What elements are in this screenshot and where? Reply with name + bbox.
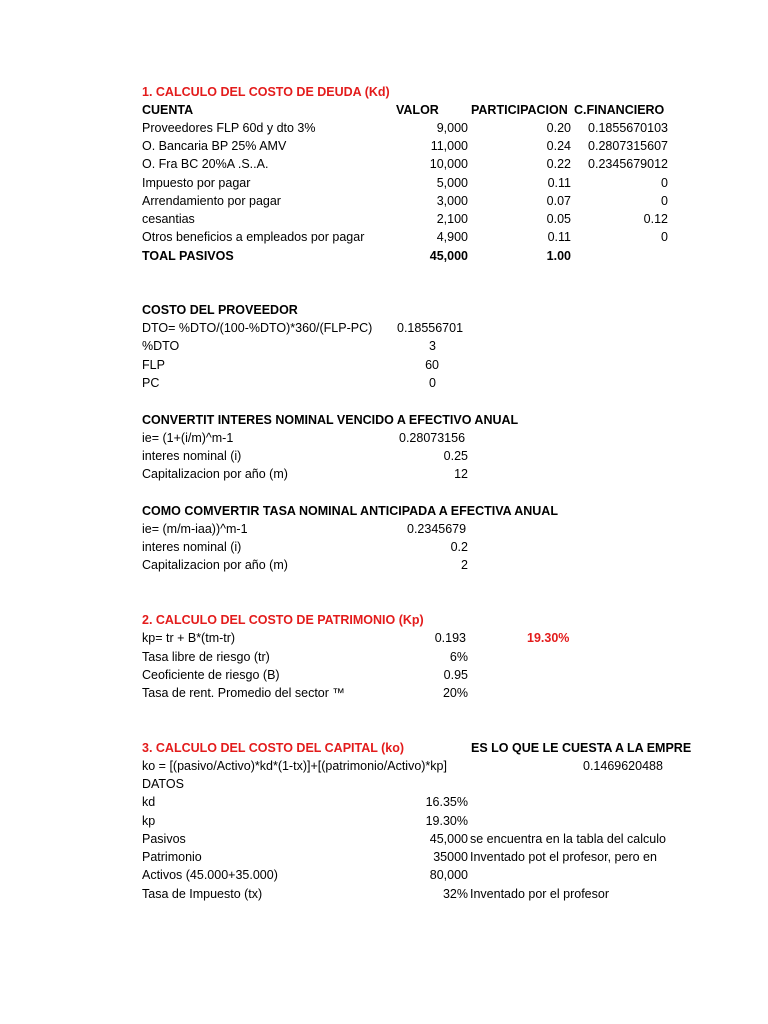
capitalizacion-label: Capitalizacion por año (m) [142,467,288,481]
datos-label: DATOS [142,777,184,791]
dto-label: %DTO [142,339,180,353]
activos-label: Activos (45.000+35.000) [142,868,278,882]
pc-value: 0 [429,376,436,390]
nominal-vencido-formula: ie= (1+(i/m)^m-1 [142,431,234,445]
coeficiente-riesgo-label: Ceoficiente de riesgo (B) [142,668,280,682]
section2-title: 2. CALCULO DEL COSTO DE PATRIMONIO (Kp) [142,613,424,627]
participacion-cell: 0.24 [546,139,571,153]
section3-title: 3. CALCULO DEL COSTO DEL CAPITAL (ko) [142,741,405,755]
c-financiero-cell: 0 [661,230,668,244]
kp-formula: kp= tr + B*(tm-tr) [142,631,236,645]
patrimonio-note: Inventado pot el profesor, pero en [470,850,657,864]
tasa-impuesto-label: Tasa de Impuesto (tx) [142,887,263,901]
tasa-impuesto-note: Inventado por el profesor [470,887,609,901]
valor-cell: 10,000 [429,157,468,171]
pasivos-value: 45,000 [429,832,468,846]
header-c-financiero: C.FINANCIERO [574,103,665,117]
participacion-cell: 0.11 [547,176,571,190]
ko-formula: ko = [(pasivo/Activo)*kd*(1-tx)]+[(patrimonio/Activo)*kp] [142,759,447,773]
tasa-rent-value: 20% [442,686,468,700]
proveedor-formula: DTO= %DTO/(100-%DTO)*360/(FLP-PC) [142,321,373,335]
c-financiero-cell: 0.12 [643,212,668,226]
capitalizacion-label: Capitalizacion por año (m) [142,558,288,572]
nominal-vencido-formula-value: 0.28073156 [399,431,466,445]
capitalizacion-value: 12 [454,467,468,481]
participacion-cell: 0.22 [546,157,571,171]
valor-cell: 2,100 [436,212,468,226]
kd-label: kd [142,795,156,809]
cuenta-cell: O. Fra BC 20%A .S..A. [142,157,269,171]
cuenta-cell: Arrendamiento por pagar [142,194,281,208]
interes-nominal-value: 0.2 [450,540,468,554]
pasivos-label: Pasivos [142,832,186,846]
proveedor-title: COSTO DEL PROVEEDOR [142,303,298,317]
kp-percent: 19.30% [527,631,570,645]
flp-label: FLP [142,358,165,372]
total-valor: 45,000 [429,249,468,263]
interes-nominal-label: interes nominal (i) [142,449,242,463]
valor-cell: 11,000 [430,139,468,153]
kp-label: kp [142,814,156,828]
tasa-rent-label: Tasa de rent. Promedio del sector ™ [142,686,345,700]
c-financiero-cell: 0.1855670103 [588,121,668,135]
valor-cell: 5,000 [436,176,468,190]
valor-cell: 9,000 [436,121,468,135]
c-financiero-cell: 0.2345679012 [588,157,668,171]
nominal-anticipada-title: COMO COMVERTIR TASA NOMINAL ANTICIPADA A EFECTIVA ANUAL [142,504,558,518]
c-financiero-cell: 0 [661,176,668,190]
header-cuenta: CUENTA [142,103,194,117]
flp-value: 60 [425,358,439,372]
participacion-cell: 0.20 [546,121,571,135]
kp-value: 19.30% [425,814,468,828]
capitalizacion-value: 2 [461,558,468,572]
cuenta-cell: cesantias [142,212,195,226]
participacion-cell: 0.05 [546,212,571,226]
nominal-anticipada-formula-value: 0.2345679 [407,522,467,536]
coeficiente-riesgo-value: 0.95 [443,668,468,682]
ko-formula-value: 0.1469620488 [583,759,663,773]
interes-nominal-value: 0.25 [443,449,468,463]
patrimonio-label: Patrimonio [142,850,202,864]
patrimonio-value: 35000 [433,850,468,864]
tasa-impuesto-value: 32% [442,887,468,901]
cuenta-cell: Proveedores FLP 60d y dto 3% [142,121,316,135]
cuenta-cell: Otros beneficios a empleados por pagar [142,230,365,244]
c-financiero-cell: 0 [661,194,668,208]
nominal-vencido-title: CONVERTIT INTERES NOMINAL VENCIDO A EFECTIVO ANUAL [142,413,519,427]
header-valor: VALOR [396,103,439,117]
participacion-cell: 0.11 [547,230,571,244]
total-participacion: 1.00 [546,249,571,263]
valor-cell: 4,900 [436,230,468,244]
participacion-cell: 0.07 [546,194,571,208]
nominal-anticipada-formula: ie= (m/m-iaa))^m-1 [142,522,248,536]
tasa-libre-value: 6% [449,650,468,664]
cuenta-cell: O. Bancaria BP 25% AMV [142,139,287,153]
c-financiero-cell: 0.2807315607 [588,139,668,153]
kd-value: 16.35% [425,795,468,809]
dto-value: 3 [429,339,436,353]
section1-title: 1. CALCULO DEL COSTO DE DEUDA (Kd) [142,85,390,99]
header-participacion: PARTICIPACION [471,103,568,117]
activos-value: 80,000 [429,868,468,882]
pasivos-note: se encuentra en la tabla del calculo [470,832,666,846]
tasa-libre-label: Tasa libre de riesgo (tr) [142,650,270,664]
valor-cell: 3,000 [436,194,468,208]
pc-label: PC [142,376,160,390]
kp-formula-value: 0.193 [434,631,466,645]
cuenta-cell: Impuesto por pagar [142,176,251,190]
total-label: TOAL PASIVOS [142,249,234,263]
proveedor-formula-value: 0.18556701 [397,321,464,335]
interes-nominal-label: interes nominal (i) [142,540,242,554]
section3-side-note: ES LO QUE LE CUESTA A LA EMPRE [471,741,692,755]
